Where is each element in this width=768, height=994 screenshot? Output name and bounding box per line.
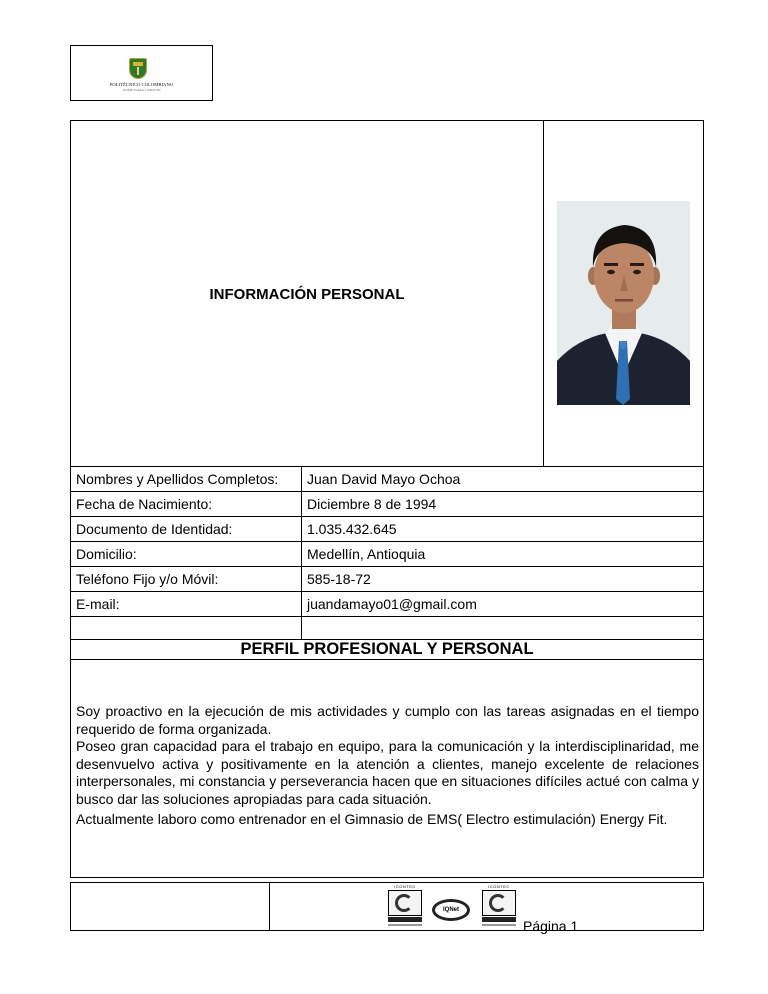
certification-icon <box>482 890 516 916</box>
cert-band <box>482 917 516 922</box>
field-value: Medellín, Antioquia <box>307 546 426 562</box>
section-title-personal-info: INFORMACIÓN PERSONAL <box>209 286 405 303</box>
field-label: Nombres y Apellidos Completos: <box>76 471 279 487</box>
field-row-email <box>71 591 703 616</box>
profile-paragraph: Actualmente laboro como entrenador en el Gimnasio de EMS( Electro estimulación) Energy Fit. <box>76 811 668 827</box>
title-cell <box>71 121 544 466</box>
field-value: Juan David Mayo Ochoa <box>307 471 461 487</box>
field-row-empty <box>71 616 703 639</box>
field-value: 1.035.432.645 <box>307 521 397 537</box>
page-number: Página 1 <box>523 918 579 934</box>
field-row-birth-date <box>71 491 703 516</box>
field-label: Teléfono Fijo y/o Móvil: <box>76 571 219 587</box>
icontec-certification-logo <box>387 883 423 930</box>
profile-text <box>76 703 699 830</box>
cert-header: ICONTEC <box>394 884 416 889</box>
institution-name: POLITÉCNICO COLOMBIANO <box>109 82 174 87</box>
profile-paragraph: Soy proactivo en la ejecución de mis actividades y cumplo con las tareas asignadas en el tiempo requerido de forma organizada. <box>76 703 699 737</box>
institution-shield-icon <box>129 58 147 79</box>
field-value: Diciembre 8 de 1994 <box>307 496 437 512</box>
field-row-full-name <box>71 466 703 491</box>
field-row-id-document <box>71 516 703 541</box>
field-label: Documento de Identidad: <box>76 521 233 537</box>
cert-band-2 <box>388 924 422 926</box>
field-row-address <box>71 541 703 566</box>
cert-header: ICONTEC <box>488 884 510 889</box>
institution-tagline: JAIME ISAZA CADAVID <box>122 88 161 92</box>
institution-logo-box <box>70 45 213 101</box>
footer-divider <box>269 883 270 930</box>
personal-info-form <box>70 120 704 878</box>
profile-photo <box>557 201 690 405</box>
cert-band-2 <box>482 924 516 926</box>
page-footer <box>70 882 704 934</box>
field-row-phone <box>71 566 703 591</box>
icontec-ntcgp-certification-logo <box>481 883 517 930</box>
field-label: Fecha de Nacimiento: <box>76 496 213 512</box>
profile-photo-image <box>557 201 690 405</box>
profile-paragraph: Poseo gran capacidad para el trabajo en equipo, para la comunicación y la interdisciplinaridad, me desenvuelvo activa y positivamente en la atención a clientes, manejo excelente de relaciones interpersonales, mi constancia y perseverancia hacen que en situaciones difíciles actué con calma y busco dar las soluciones apropiadas para cada situación. <box>76 738 699 807</box>
field-value: juandamayo01@gmail.com <box>307 596 477 612</box>
field-value: 585-18-72 <box>307 571 371 587</box>
field-label: E-mail: <box>76 596 120 612</box>
iqnet-logo: IQNet <box>432 899 470 921</box>
field-label: Domicilio: <box>76 546 137 562</box>
section-title-profile: PERFIL PROFESIONAL Y PERSONAL <box>71 639 703 660</box>
cert-band <box>388 917 422 922</box>
certification-icon <box>388 890 422 916</box>
